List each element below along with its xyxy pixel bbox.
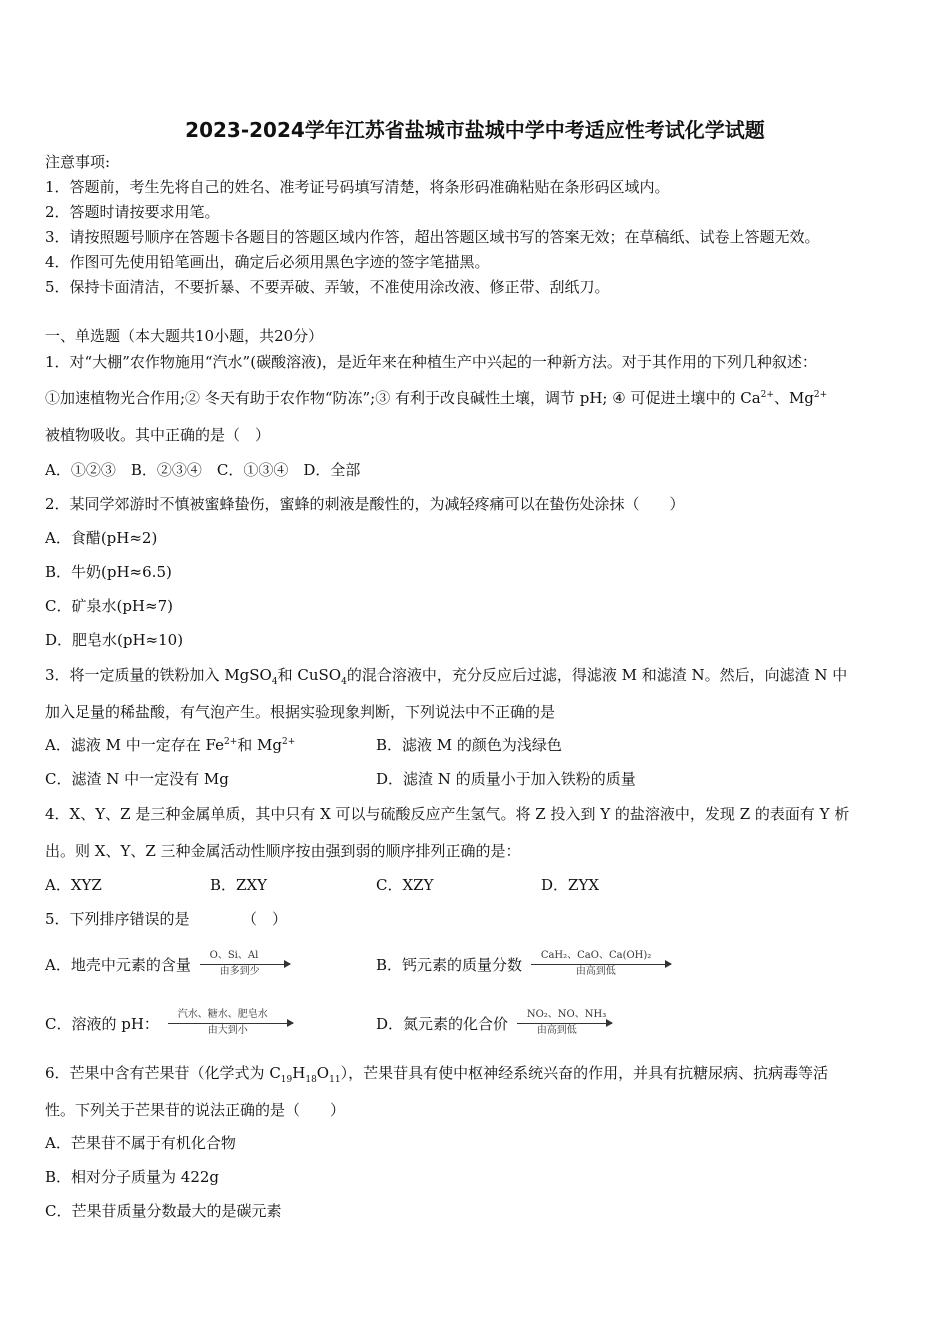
q4-stem-line2: 出。则 X、Y、Z 三种金属活动性顺序按由强到弱的顺序排列正确的是： [45, 842, 521, 860]
q4-option-b: B．ZXY [210, 876, 268, 894]
q5-stem: 5．下列排序错误的是 （ ） [45, 910, 288, 928]
q4-option-a: A．XYZ [45, 876, 102, 894]
q6-option-a: A．芒果苷不属于有机化合物 [45, 1134, 236, 1152]
notice-item-4: 4．作图可先使用铅笔画出，确定后必须用黑色字迹的签字笔描黑。 [45, 253, 490, 271]
q5-option-b: B．钙元素的质量分数 CaH₂、CaO、Ca(OH)₂ 由高到低 [376, 950, 671, 982]
q6-stem-line2: 性。下列关于芒果苷的说法正确的是（ ） [45, 1101, 346, 1119]
page-title: 2023-2024学年江苏省盐城市盐城中学中考适应性考试化学试题 [185, 118, 765, 142]
q5-option-a: A．地壳中元素的含量 O、Si、Al 由多到少 [45, 950, 290, 982]
q2-stem: 2．某同学郊游时不慎被蜜蜂蛰伤，蜜蜂的刺液是酸性的，为减轻疼痛可以在蛰伤处涂抹（ ） [45, 495, 685, 513]
q1-options: A．①②③ B．②③④ C．①③④ D．全部 [45, 461, 361, 479]
q3-stem-line1: 3．将一定质量的铁粉加入 MgSO$_4$和 CuSO$_4$的混合溶液中，充分反应后过滤，得滤液 M 和滤渣 N。然后，向滤渣 N 中 [45, 666, 848, 687]
q1-stem-line1: 1．对“大棚”农作物施用“汽水”(碳酸溶液)，是近年来在种植生产中兴起的一种新方法。对于其作用的下列几种叙述： [45, 353, 817, 371]
q3-option-c: C．滤渣 N 中一定没有 Mg [45, 770, 229, 788]
q4-option-c: C．XZY [376, 876, 434, 894]
q3-option-d: D．滤渣 N 的质量小于加入铁粉的质量 [376, 770, 636, 788]
q5-option-d: D．氮元素的化合价 NO₂、NO、NH₃ 由高到低 [376, 1009, 612, 1041]
q2-option-b: B．牛奶(pH≈6.5) [45, 563, 172, 581]
q1-stem-line3: 被植物吸收。其中正确的是（ ） [45, 426, 271, 444]
notice-heading: 注意事项: [45, 153, 111, 171]
q3-stem-line2: 加入足量的稀盐酸，有气泡产生。根据实验现象判断，下列说法中不正确的是 [45, 703, 556, 721]
q5-option-c: C．溶液的 pH： 汽水、糖水、肥皂水 由大到小 [45, 1009, 293, 1041]
q6-stem-line1: 6．芒果中含有芒果苷（化学式为 $C_{19}H_{18}O_{11}$），芒果苷具有使中枢神经系统兴奋的作用，并具有抗糖尿病、抗病毒等活 [45, 1064, 829, 1085]
q3-option-a: A．滤液 M 中一定存在 $Fe^{2+}$和 $Mg^{2+}$ [45, 736, 296, 754]
q6-option-b: B．相对分子质量为 422g [45, 1168, 220, 1186]
notice-item-2: 2．答题时请按要求用笔。 [45, 203, 220, 221]
q2-option-d: D．肥皂水(pH≈10) [45, 631, 184, 649]
notice-item-3: 3．请按照题号顺序在答题卡各题目的答题区域内作答，超出答题区域书写的答案无效；在草稿纸、试卷上答题无效。 [45, 228, 820, 246]
section-heading: 一、单选题（本大题共10小题，共20分） [45, 327, 324, 345]
q5-a-order-arrow: O、Si、Al 由多到少 [200, 950, 290, 980]
q5-c-order-arrow: 汽水、糖水、肥皂水 由大到小 [168, 1009, 293, 1039]
q5-b-order-arrow: CaH₂、CaO、Ca(OH)₂ 由高到低 [531, 950, 671, 980]
q4-option-d: D．ZYX [541, 876, 600, 894]
notice-item-1: 1．答题前，考生先将自己的姓名、准考证号码填写清楚，将条形码准确粘贴在条形码区域内。 [45, 178, 670, 196]
q2-option-a: A．食醋(pH≈2) [45, 529, 158, 547]
q3-option-b: B．滤液 M 的颜色为浅绿色 [376, 736, 562, 754]
q4-stem-line1: 4．X、Y、Z 是三种金属单质，其中只有 X 可以与硫酸反应产生氢气。将 Z 投入到 Y 的盐溶液中，发现 Z 的表面有 Y 析 [45, 805, 850, 823]
q6-option-c: C．芒果苷质量分数最大的是碳元素 [45, 1202, 282, 1220]
q1-stem-line2: ①加速植物光合作用;② 冬天有助于农作物“防冻”;③ 有利于改良碱性土壤，调节 pH; ④ 可促进土壤中的 $Ca^{2+}$、$Mg^{2+}$ [45, 389, 828, 407]
notice-item-5: 5．保持卡面清洁，不要折暴、不要弄破、弄皱，不准使用涂改液、修正带、刮纸刀。 [45, 278, 610, 296]
q2-option-c: C．矿泉水(pH≈7) [45, 597, 173, 615]
q5-d-order-arrow: NO₂、NO、NH₃ 由高到低 [517, 1009, 612, 1039]
